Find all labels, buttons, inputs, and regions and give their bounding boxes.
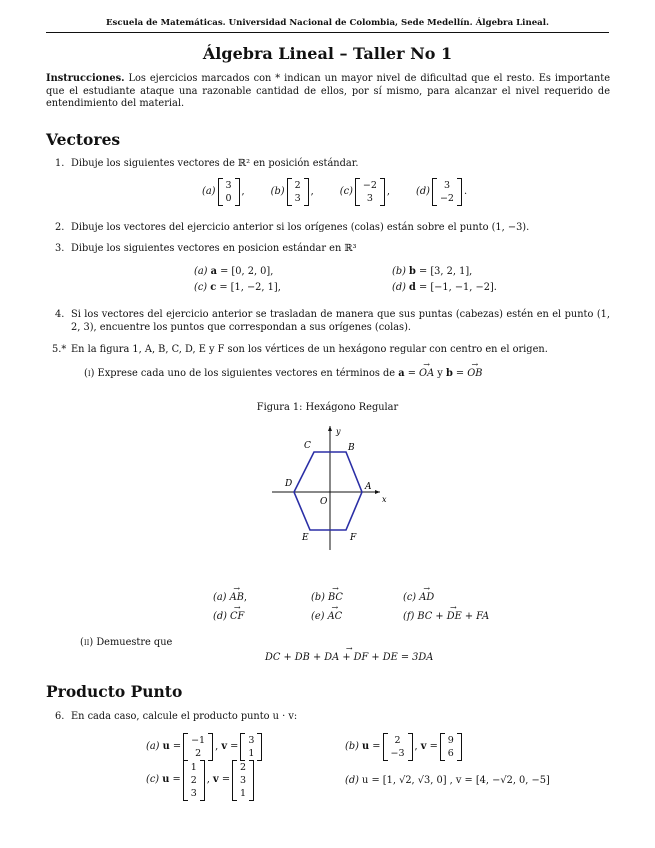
ex6-item-b: (b) u = 2 −3 , v = 9 6 xyxy=(345,733,464,761)
u-3: 3 xyxy=(190,788,197,799)
item-label: (b) xyxy=(270,185,285,197)
vector-bottom: −2 xyxy=(439,193,454,204)
part-text: Demuestre que xyxy=(96,637,173,648)
vec-b: b xyxy=(445,368,453,379)
u-1: −1 xyxy=(191,735,206,746)
vector: → BC + DE + FA xyxy=(417,611,489,624)
item-label: (c) xyxy=(339,185,353,197)
vector-top: 3 xyxy=(443,180,450,191)
exercise-1-vectors xyxy=(202,178,467,206)
vector-item-d: (d) 3 −2 . xyxy=(416,180,468,204)
header-rule xyxy=(46,32,609,33)
ex3-item-b xyxy=(392,266,472,279)
vector-top: 2 xyxy=(294,180,301,191)
v-1: 3 xyxy=(248,735,255,746)
item-label: (a) xyxy=(146,740,160,752)
u-2: 2 xyxy=(195,748,202,759)
label-A: A xyxy=(365,482,372,492)
vector-item-a: (a) 3 0 , xyxy=(202,180,245,204)
vector-value: = [1, −2, 1], xyxy=(219,282,281,293)
vector-item-c: (c) −2 3 , xyxy=(339,180,391,204)
hexagon xyxy=(294,452,362,530)
exercise-6-text: En cada caso, calcule el producto punto u · v: xyxy=(71,711,298,722)
vector-bottom: 0 xyxy=(225,193,232,204)
instructions-text: Los ejercicios marcados con * indican un mayor nivel de dificultad que el resto. Es importante que el estudiante ataque una razonable cantidad de ellos, por sí mismo, para alcanzar el nivel requerido de entendimiento del material. xyxy=(46,73,610,109)
item-label: (b) xyxy=(345,740,359,752)
u-1: 1 xyxy=(190,762,197,773)
label-F: F xyxy=(350,533,357,543)
ex5-part-ii xyxy=(80,637,172,650)
u-2: −3 xyxy=(390,748,405,759)
ex5-equation xyxy=(265,652,433,665)
exercise-1-number: 1. xyxy=(55,158,65,169)
section-vectores: Vectores xyxy=(46,130,121,149)
exercise-5-number: 5.* xyxy=(52,344,67,355)
eq-sign: = xyxy=(455,368,465,379)
vector-name: c xyxy=(210,282,217,293)
label-y: y xyxy=(336,427,341,436)
item-label: (c) xyxy=(146,774,160,786)
section-producto-punto: Producto Punto xyxy=(46,682,183,701)
vector-name: a xyxy=(210,266,217,277)
ex6-item-c: (c) u = 1 2 3 , v = 2 3 1 xyxy=(146,760,256,801)
vector-bottom: 3 xyxy=(366,193,373,204)
hex-vector-d xyxy=(213,611,244,624)
v-2: 3 xyxy=(240,775,247,786)
hex-vector-e xyxy=(311,611,342,624)
equation: → DC + DB + DA + DF + DE = 3DA xyxy=(265,652,433,665)
u-1: 2 xyxy=(394,735,401,746)
exercise-2-number: 2. xyxy=(55,222,65,233)
vector-top: 3 xyxy=(225,180,232,191)
item-label: (a) xyxy=(213,592,227,603)
vector: → AB xyxy=(230,592,244,605)
vector-name: b xyxy=(409,266,416,277)
exercise-6-number: 6. xyxy=(55,711,65,722)
label-C: C xyxy=(304,441,311,451)
ex3-item-c xyxy=(194,282,281,295)
ex6-item-a: (a) u = −1 2 , v = 3 1 xyxy=(146,733,264,761)
vector-value: = [3, 2, 1], xyxy=(419,266,473,277)
vector: → BC xyxy=(328,592,343,605)
vector-name: d xyxy=(409,282,416,293)
item-label: (d) xyxy=(345,775,359,786)
v-3: 1 xyxy=(240,788,247,799)
vector-value: = [−1, −1, −2]. xyxy=(419,282,497,293)
v-2: 6 xyxy=(447,748,454,759)
label-D: D xyxy=(285,479,293,489)
vector-oa: → OA xyxy=(419,368,434,381)
vector: → CF xyxy=(230,611,244,624)
y-axis-arrow xyxy=(328,426,332,431)
ex3-item-a xyxy=(194,266,273,279)
exercise-3-text: Dibuje los siguientes vectores en posicion estándar en ℝ³ xyxy=(71,243,357,254)
exercise-4-number: 4. xyxy=(55,309,65,320)
v-1: 9 xyxy=(447,735,454,746)
label-E: E xyxy=(302,533,309,543)
vector: → AD xyxy=(419,592,434,605)
part-label: (ii) xyxy=(80,637,94,648)
eq-sign: = xyxy=(407,368,416,379)
vector-ob: → OB xyxy=(467,368,482,381)
item-label: (e) xyxy=(311,611,325,622)
ex6-item-d xyxy=(345,775,550,788)
vector-value: = [0, 2, 0], xyxy=(220,266,274,277)
label-O: O xyxy=(320,497,328,507)
item-label: (f) xyxy=(403,611,415,622)
v-1: 2 xyxy=(240,762,247,773)
instructions xyxy=(46,73,610,111)
part-label: (i) xyxy=(84,368,95,379)
running-head: Escuela de Matemáticas. Universidad Nacional de Colombia, Sede Medellín. Álgebra Lineal. xyxy=(105,18,549,28)
hexagon-figure xyxy=(268,420,388,555)
exercise-1-text: Dibuje los siguientes vectores de ℝ² en posición estándar. xyxy=(71,158,359,169)
and-word: y xyxy=(437,368,443,379)
figure-caption: Figura 1: Hexágono Regular xyxy=(256,402,399,413)
item-label: (c) xyxy=(403,592,417,603)
ex5-part-i xyxy=(84,368,483,381)
instructions-label: Instrucciones. xyxy=(46,73,125,84)
vec-a: a xyxy=(398,368,405,379)
label-x: x xyxy=(382,495,387,504)
suffix: , xyxy=(243,592,248,603)
item-label: (d) xyxy=(213,611,227,622)
v-2: 1 xyxy=(248,748,255,759)
exercise-5-text: En la figura 1, A, B, C, D, E y F son los vértices de un hexágono regular con centro en el origen. xyxy=(71,344,548,355)
item-label: (d) xyxy=(392,282,406,293)
label-B: B xyxy=(348,443,355,453)
item-label: (b) xyxy=(392,266,406,277)
vector-item-b: (b) 2 3 , xyxy=(270,180,314,204)
item-label: (c) xyxy=(194,282,208,293)
u-2: 2 xyxy=(190,775,197,786)
ex3-item-d xyxy=(392,282,497,295)
hex-vector-f xyxy=(403,611,489,624)
part-text: Exprese cada uno de los siguientes vectores en términos de xyxy=(97,368,396,379)
exercise-3-number: 3. xyxy=(55,243,65,254)
exercise-4-text: Si los vectores del ejercicio anterior se trasladan de manera que sus puntas (cabezas) estén en el punto (1, 2, 3), encuentre los puntos que correspondan a sus orígenes (colas). xyxy=(71,309,610,333)
exercise-2-text: Dibuje los vectores del ejercicio anterior si los orígenes (colas) están sobre el punto (1, −3). xyxy=(71,222,530,233)
vector-bottom: 3 xyxy=(294,193,301,204)
vector: → AC xyxy=(328,611,343,624)
vector-top: −2 xyxy=(362,180,377,191)
item-label: (a) xyxy=(202,185,216,197)
item-label: (a) xyxy=(194,266,208,277)
page-title: Álgebra Lineal – Taller No 1 xyxy=(202,44,453,63)
x-axis-arrow xyxy=(375,490,380,494)
item-label: (d) xyxy=(416,185,430,197)
item-text: u = [1, √2, √3, 0] , v = [4, −√2, 0, −5] xyxy=(362,775,550,786)
item-label: (b) xyxy=(311,592,325,603)
